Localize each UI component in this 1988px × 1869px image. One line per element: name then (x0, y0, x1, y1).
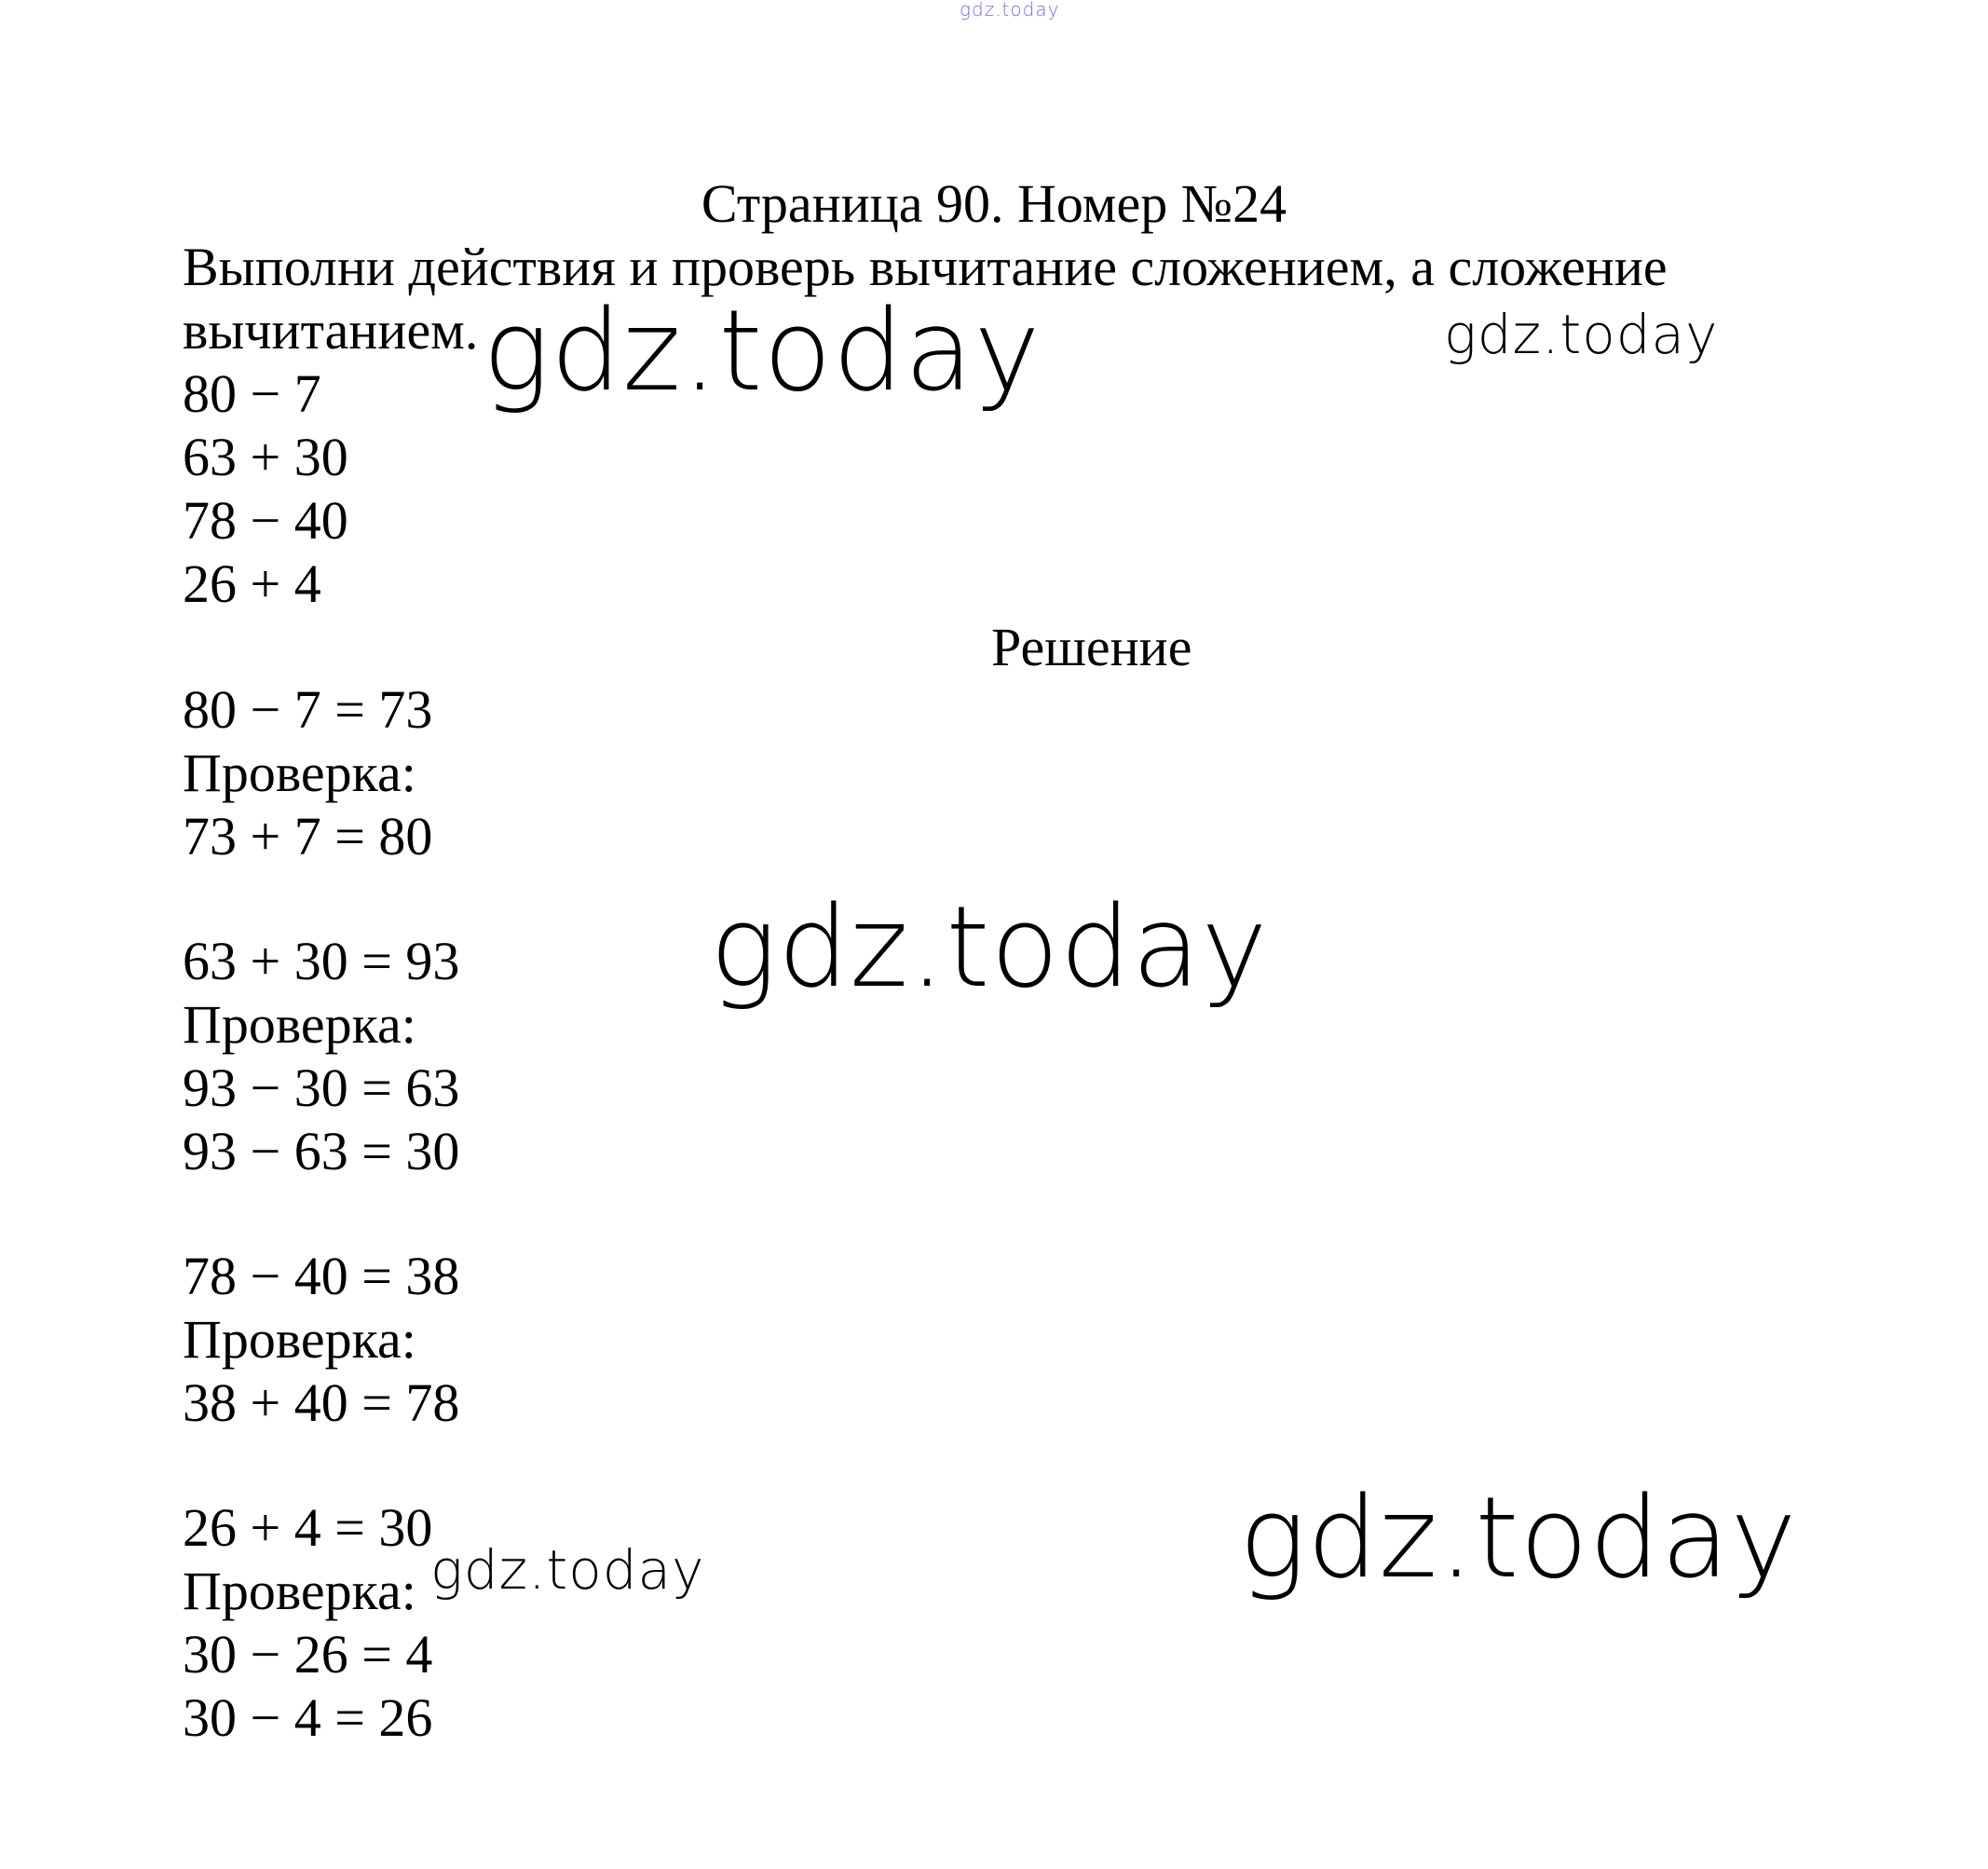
watermark: gdz.today (1444, 303, 1719, 366)
solution-equation: 63 + 30 = 93 (183, 931, 460, 991)
task-text-line-2: вычитанием. (183, 300, 479, 361)
solution-equation: 78 − 40 = 38 (183, 1246, 460, 1306)
check-label: Проверка: (183, 1561, 416, 1621)
watermark: gdz.today (483, 287, 1042, 416)
task-expression: 80 − 7 (183, 363, 321, 424)
solution-equation: 26 + 4 = 30 (183, 1497, 433, 1558)
page-title: Страница 90. Номер №24 (701, 173, 1287, 234)
task-expression: 26 + 4 (183, 553, 321, 614)
check-label: Проверка: (183, 743, 416, 803)
task-text-line-1: Выполни действия и проверь вычитание сложением, а сложение (183, 237, 1668, 297)
check-equation: 93 − 63 = 30 (183, 1121, 460, 1181)
watermark: gdz.today (430, 1538, 705, 1602)
solution-equation: 80 − 7 = 73 (183, 679, 433, 740)
check-label: Проверка: (183, 994, 416, 1055)
check-equation: 30 − 26 = 4 (183, 1624, 433, 1685)
check-equation: 93 − 30 = 63 (183, 1057, 460, 1118)
watermark-top: gdz.today (960, 0, 1060, 20)
check-equation: 73 + 7 = 80 (183, 806, 433, 866)
watermark: gdz.today (710, 883, 1269, 1013)
task-expression: 63 + 30 (183, 427, 348, 487)
watermark: gdz.today (1239, 1474, 1798, 1603)
task-expression: 78 − 40 (183, 490, 348, 551)
check-equation: 30 − 4 = 26 (183, 1687, 433, 1748)
solution-heading: Решение (991, 617, 1192, 677)
check-equation: 38 + 40 = 78 (183, 1372, 460, 1433)
check-label: Проверка: (183, 1309, 416, 1370)
